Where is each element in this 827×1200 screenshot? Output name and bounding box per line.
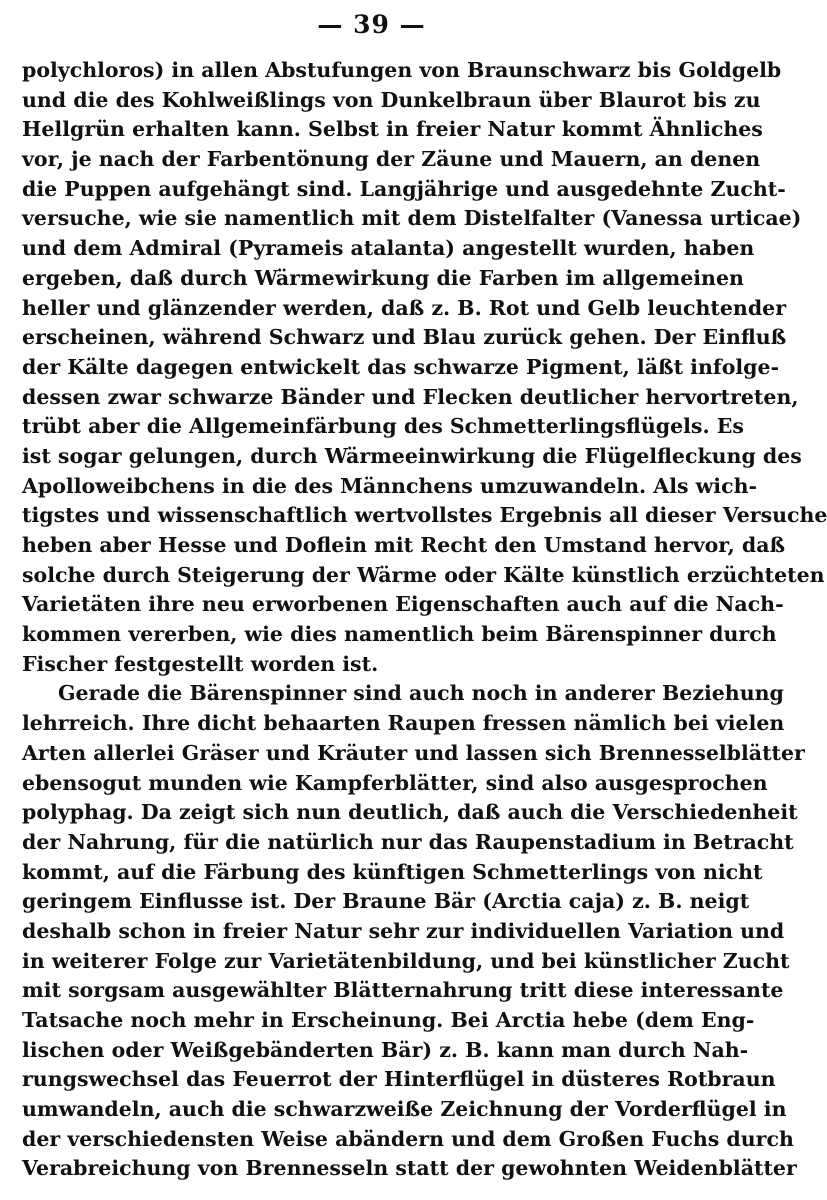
text-line: der verschiedensten Weise abändern und dem Großen Fuchs durch bbox=[22, 1126, 794, 1151]
text-line: solche durch Steigerung der Wärme oder Kälte künstlich erzüchteten bbox=[22, 562, 825, 587]
text-line: und dem Admiral (Pyrameis atalanta) angestellt wurden, haben bbox=[22, 236, 755, 261]
text-line: umwandeln, auch die schwarzweiße Zeichnung der Vorderflügel in bbox=[22, 1097, 787, 1122]
text-line: geringem Einflusse ist. Der Braune Bär (Arctia caja) z. B. neigt bbox=[22, 889, 750, 914]
text-line: Arten allerlei Gräser und Kräuter und lassen sich Brennesselblätter bbox=[22, 740, 805, 765]
text-line: Tatsache noch mehr in Erscheinung. Bei Arctia hebe (dem Eng- bbox=[22, 1008, 755, 1032]
text-line: versuche, wie sie namentlich mit dem Distelfalter (Vanessa urticae) bbox=[22, 206, 802, 231]
text-line: lischen oder Weißgebänderten Bär) z. B. kann man durch Nah- bbox=[22, 1037, 749, 1062]
text-line: der Kälte dagegen entwickelt das schwarze Pigment, läßt infolge- bbox=[22, 354, 780, 379]
text-line: polychloros) in allen Abstufungen von Braunschwarz bis Goldgelb bbox=[22, 58, 782, 82]
text-line: heben aber Hesse und Doflein mit Recht den Umstand hervor, daß bbox=[22, 533, 786, 557]
text-line: kommt, auf die Färbung des künftigen Schmetterlings von nicht bbox=[22, 859, 763, 884]
paragraph bbox=[22, 679, 805, 1184]
text-line: ist sogar gelungen, durch Wärmeeinwirkung die Flügelfleckung des bbox=[22, 443, 802, 468]
text-line: erscheinen, während Schwarz und Blau zurück gehen. Der Einfluß bbox=[22, 325, 787, 350]
text-line: Fischer festgestellt worden ist. bbox=[22, 651, 379, 676]
text-line: tigstes und wissenschaftlich wertvollstes Ergebnis all dieser Versuche bbox=[22, 503, 827, 528]
text-line: ergeben, daß durch Wärmewirkung die Farben im allgemeinen bbox=[22, 265, 744, 290]
text-line: in weiterer Folge zur Varietätenbildung, und bei künstlicher Zucht bbox=[22, 948, 790, 973]
text-line: vor, je nach der Farbentönung der Zäune und Mauern, an denen bbox=[22, 147, 761, 172]
text-line: mit sorgsam ausgewählter Blätternahrung tritt diese interessante bbox=[22, 978, 784, 1003]
page-number: — 39 — bbox=[317, 10, 426, 39]
paragraph bbox=[22, 56, 827, 679]
text-line: polyphag. Da zeigt sich nun deutlich, daß auch die Verschiedenheit bbox=[22, 800, 798, 825]
text-line: und die des Kohlweißlings von Dunkelbraun über Blaurot bis zu bbox=[22, 87, 761, 112]
text-line: trübt aber die Allgemeinfärbung des Schmetterlingsflügels. Es bbox=[22, 414, 744, 439]
text-line: dessen zwar schwarze Bänder und Flecken deutlicher hervortreten, bbox=[22, 384, 799, 409]
text-line: ebensogut munden wie Kampferblätter, sind also ausgesprochen bbox=[22, 770, 768, 795]
text-line: der Nahrung, für die natürlich nur das Raupenstadium in Betracht bbox=[22, 829, 794, 854]
text-line: kommen vererben, wie dies namentlich beim Bärenspinner durch bbox=[22, 622, 777, 647]
body-text bbox=[22, 56, 827, 1184]
text-line: Varietäten ihre neu erworbenen Eigenschaften auch auf die Nach- bbox=[22, 592, 784, 617]
text-line: Apolloweibchens in die des Männchens umzuwandeln. Als wich- bbox=[22, 473, 757, 498]
text-line: die Puppen aufgehängt sind. Langjährige und ausgedehnte Zucht- bbox=[22, 176, 786, 201]
text-line: lehrreich. Ihre dicht behaarten Raupen fressen nämlich bei vielen bbox=[22, 711, 785, 736]
text-line: deshalb schon in freier Natur sehr zur individuellen Variation und bbox=[22, 918, 785, 943]
text-line: Hellgrün erhalten kann. Selbst in freier Natur kommt Ähnliches bbox=[22, 117, 763, 142]
text-line: heller und glänzender werden, daß z. B. Rot und Gelb leuchtender bbox=[22, 295, 787, 320]
text-line: Gerade die Bärenspinner sind auch noch in anderer Beziehung bbox=[58, 681, 784, 706]
text-line: rungswechsel das Feuerrot der Hinterflügel in düsteres Rotbraun bbox=[22, 1067, 776, 1092]
text-line: Verabreichung von Brennesseln statt der gewohnten Weidenblätter bbox=[22, 1156, 797, 1181]
